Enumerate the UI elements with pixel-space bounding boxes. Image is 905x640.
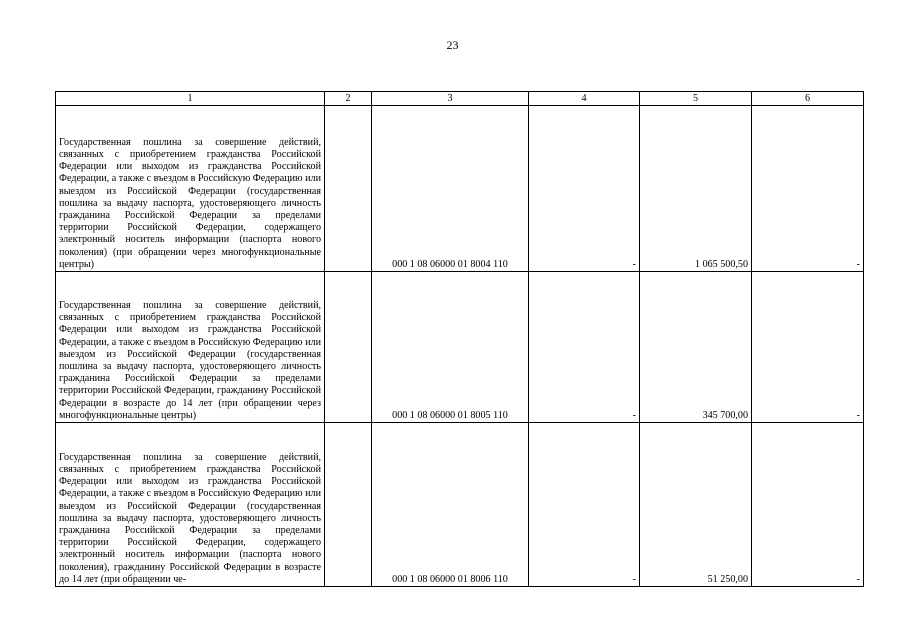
header-row (56, 92, 864, 106)
row-col4: - (529, 272, 640, 423)
column-header-1: 1 (56, 92, 325, 106)
column-header-5: 5 (640, 92, 752, 106)
table-row (56, 423, 864, 587)
budget-classification-code: 000 1 08 06000 01 8004 110 (372, 106, 529, 272)
row-amount: 345 700,00 (640, 272, 752, 423)
row-col2 (325, 106, 372, 272)
table-row (56, 272, 864, 423)
row-col2 (325, 272, 372, 423)
row-amount: 1 065 500,50 (640, 106, 752, 272)
column-header-6: 6 (752, 92, 864, 106)
budget-classification-code: 000 1 08 06000 01 8005 110 (372, 272, 529, 423)
row-col6: - (752, 106, 864, 272)
page-number: 23 (446, 38, 459, 52)
column-header-3: 3 (372, 92, 529, 106)
budget-classification-code: 000 1 08 06000 01 8006 110 (372, 423, 529, 587)
revenue-table (55, 91, 864, 587)
row-col4: - (529, 423, 640, 587)
row-col4: - (529, 106, 640, 272)
row-amount: 51 250,00 (640, 423, 752, 587)
table-row (56, 106, 864, 272)
row-col6: - (752, 272, 864, 423)
row-col6: - (752, 423, 864, 587)
row-col2 (325, 423, 372, 587)
row-description: Государственная пошлина за совершение действий, связанных с приобретением гражданства Российской Федерации или выходом из гражданства Российской Федерации, а также с въездом в Российскую Федерацию или выездом из Российской Федерации (государственная пошлина за выдачу паспорта, удостоверяющего личность гражданина Российской Федерации за пределами территории Российской Федерации, содержащего электронный носитель информации (паспорта нового поколения), гражданину Российской Федерации в возрасте до 14 лет (при обращении че- (56, 423, 325, 587)
column-header-2: 2 (325, 92, 372, 106)
column-header-4: 4 (529, 92, 640, 106)
row-description: Государственная пошлина за совершение действий, связанных с приобретением гражданства Российской Федерации или выходом из гражданства Российской Федерации, а также с въездом в Российскую Федерацию или выездом из Российской Федерации (государственная пошлина за выдачу паспорта, удостоверяющего личность гражданина Российской Федерации за пределами территории Российской Федерации, содержащего электронный носитель информации (паспорта нового поколения) (при обращении через многофункциональные центры) (56, 106, 325, 272)
row-description: Государственная пошлина за совершение действий, связанных с приобретением гражданства Российской Федерации или выходом из гражданства Российской Федерации, а также с въездом в Российскую Федерацию или выездом из Российской Федерации (государственная пошлина за выдачу паспорта, удостоверяющего личность гражданина Российской Федерации за пределами территории Российской Федерации, гражданину Российской Федерации в возрасте до 14 лет (при обращении через многофункциональные центры) (56, 272, 325, 423)
